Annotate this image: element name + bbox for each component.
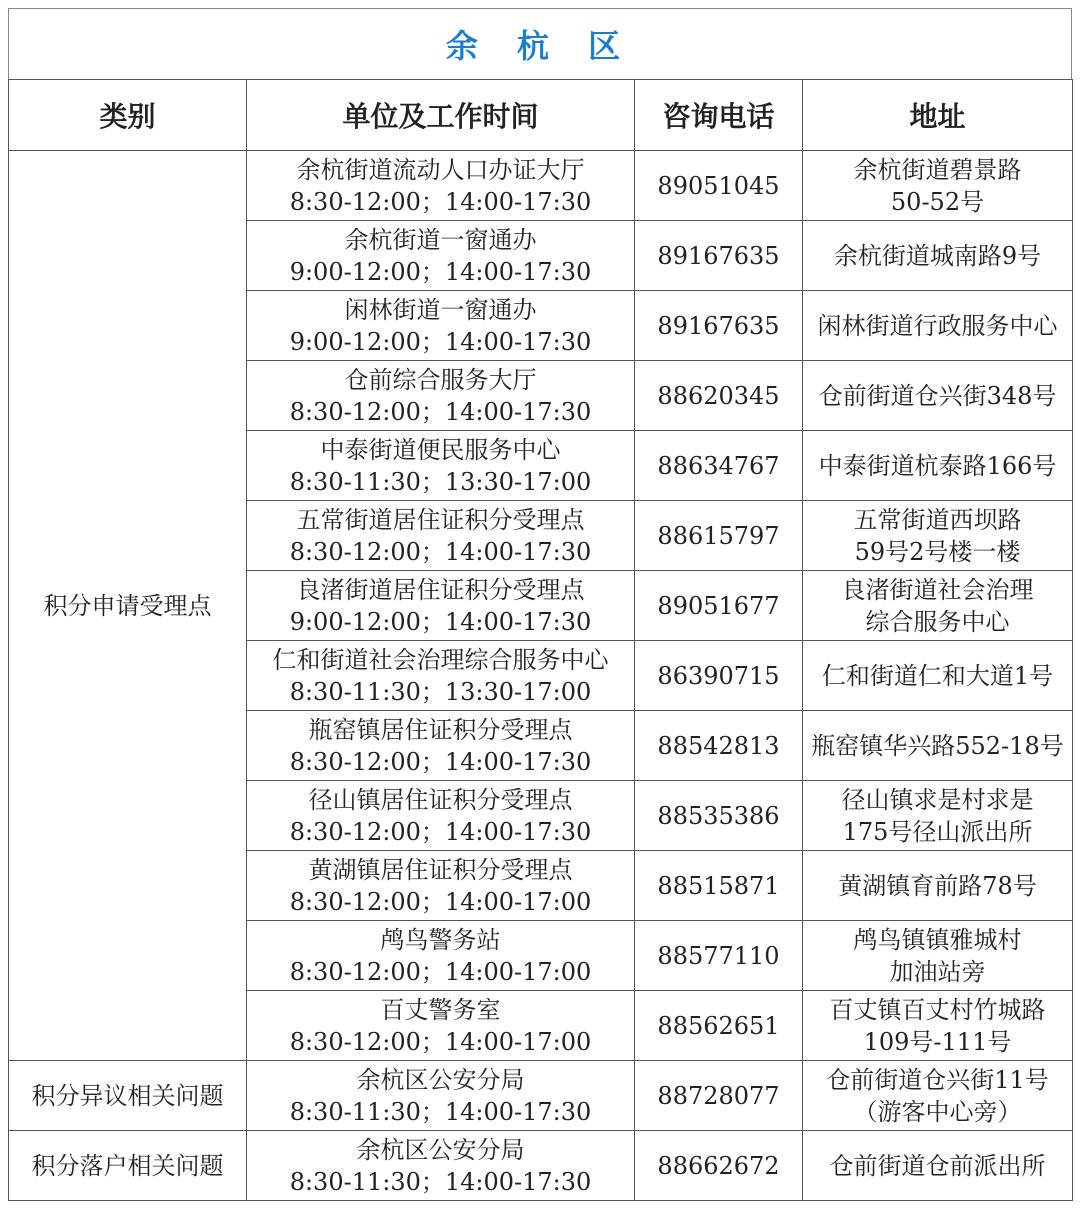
unit-name: 百丈警务室 (380, 995, 501, 1024)
table-row (9, 1061, 1073, 1131)
address-line-1: 仓前街道仓兴街11号 (826, 1065, 1049, 1094)
unit-name: 五常街道居住证积分受理点 (296, 505, 585, 534)
unit-cell (247, 711, 635, 781)
service-points-table (8, 79, 1073, 1201)
address-line-1: 仁和街道仁和大道1号 (821, 661, 1054, 690)
phone-cell: 89167635 (635, 221, 803, 291)
address-line-2: 加油站旁 (889, 957, 986, 986)
unit-name: 仓前综合服务大厅 (344, 365, 537, 394)
phone-cell: 88577110 (635, 921, 803, 991)
unit-name: 径山镇居住证积分受理点 (308, 785, 573, 814)
address-line-1: 仓前街道仓前派出所 (829, 1151, 1046, 1180)
district-title: 余 杭 区 (445, 27, 635, 65)
header-phone: 咨询电话 (635, 80, 803, 151)
address-cell (803, 851, 1073, 921)
working-hours: 8:30-11:30；13:30-17:00 (289, 677, 592, 706)
address-cell (803, 921, 1073, 991)
address-cell (803, 571, 1073, 641)
phone-cell: 88562651 (635, 991, 803, 1061)
category-cell: 积分异议相关问题 (9, 1061, 247, 1131)
unit-name: 余杭区公安分局 (356, 1135, 525, 1164)
phone-cell: 88615797 (635, 501, 803, 571)
address-line-1: 中泰街道杭泰路166号 (818, 451, 1057, 480)
phone-cell: 88662672 (635, 1131, 803, 1201)
working-hours: 8:30-11:30；14:00-17:30 (289, 1097, 592, 1126)
working-hours: 8:30-12:00；14:00-17:30 (289, 537, 592, 566)
table-row (9, 1131, 1073, 1201)
phone-cell: 88728077 (635, 1061, 803, 1131)
working-hours: 9:00-12:00；14:00-17:30 (289, 257, 592, 286)
unit-cell (247, 991, 635, 1061)
address-line-1: 径山镇求是村求是 (841, 785, 1034, 814)
working-hours: 9:00-12:00；14:00-17:30 (289, 327, 592, 356)
address-cell (803, 1061, 1073, 1131)
address-line-1: 良渚街道社会治理 (841, 575, 1034, 604)
unit-name: 黄湖镇居住证积分受理点 (308, 855, 573, 884)
table-row (9, 151, 1073, 221)
unit-name: 仁和街道社会治理综合服务中心 (272, 645, 609, 674)
address-cell (803, 221, 1073, 291)
unit-name: 闲林街道一窗通办 (344, 295, 537, 324)
working-hours: 8:30-12:00；14:00-17:00 (289, 957, 592, 986)
address-cell (803, 501, 1073, 571)
address-line-2: 59号2号楼一楼 (854, 537, 1021, 566)
address-cell (803, 781, 1073, 851)
unit-cell (247, 221, 635, 291)
address-line-1: 黄湖镇育前路78号 (838, 871, 1037, 900)
phone-cell: 88535386 (635, 781, 803, 851)
address-line-1: 余杭街道碧景路 (853, 155, 1022, 184)
title-row (8, 8, 1072, 79)
district-table-sheet (8, 8, 1072, 1201)
unit-cell (247, 1061, 635, 1131)
address-cell (803, 291, 1073, 361)
address-line-1: 仓前街道仓兴街348号 (818, 381, 1057, 410)
address-cell (803, 431, 1073, 501)
unit-name: 瓶窑镇居住证积分受理点 (308, 715, 573, 744)
header-category: 类别 (9, 80, 247, 151)
address-line-1: 闲林街道行政服务中心 (817, 311, 1058, 340)
phone-cell: 86390715 (635, 641, 803, 711)
unit-cell (247, 1131, 635, 1201)
working-hours: 8:30-12:00；14:00-17:00 (289, 1027, 592, 1056)
working-hours: 9:00-12:00；14:00-17:30 (289, 607, 592, 636)
address-line-1: 百丈镇百丈村竹城路 (829, 995, 1046, 1024)
category-cell: 积分落户相关问题 (9, 1131, 247, 1201)
address-line-1: 五常街道西坝路 (853, 505, 1022, 534)
address-line-2: 109号-111号 (863, 1027, 1012, 1056)
unit-cell (247, 571, 635, 641)
phone-cell: 89051045 (635, 151, 803, 221)
category-cell: 积分申请受理点 (9, 151, 247, 1061)
phone-cell: 88634767 (635, 431, 803, 501)
working-hours: 8:30-12:00；14:00-17:00 (289, 887, 592, 916)
working-hours: 8:30-11:30；13:30-17:00 (289, 467, 592, 496)
table-body (9, 151, 1073, 1201)
unit-cell (247, 291, 635, 361)
unit-cell (247, 921, 635, 991)
unit-cell (247, 781, 635, 851)
unit-name: 余杭街道一窗通办 (344, 225, 537, 254)
phone-cell: 89167635 (635, 291, 803, 361)
unit-name: 中泰街道便民服务中心 (320, 435, 561, 464)
unit-name: 余杭区公安分局 (356, 1065, 525, 1094)
unit-cell (247, 361, 635, 431)
address-cell (803, 991, 1073, 1061)
address-line-2: 综合服务中心 (865, 607, 1010, 636)
phone-cell: 88620345 (635, 361, 803, 431)
address-line-1: 余杭街道城南路9号 (833, 241, 1042, 270)
unit-cell (247, 851, 635, 921)
header-unit: 单位及工作时间 (247, 80, 635, 151)
address-cell (803, 641, 1073, 711)
address-cell (803, 361, 1073, 431)
address-cell (803, 711, 1073, 781)
phone-cell: 88542813 (635, 711, 803, 781)
address-cell (803, 151, 1073, 221)
phone-cell: 89051677 (635, 571, 803, 641)
address-line-1: 鸬鸟镇镇雅城村 (853, 925, 1022, 954)
unit-name: 良渚街道居住证积分受理点 (296, 575, 585, 604)
working-hours: 8:30-11:30；14:00-17:30 (289, 1167, 592, 1196)
address-cell (803, 1131, 1073, 1201)
address-line-2: 50-52号 (890, 187, 985, 216)
working-hours: 8:30-12:00；14:00-17:30 (289, 397, 592, 426)
unit-cell (247, 641, 635, 711)
unit-cell (247, 431, 635, 501)
header-row (9, 80, 1073, 151)
address-line-1: 瓶窑镇华兴路552-18号 (811, 731, 1064, 760)
working-hours: 8:30-12:00；14:00-17:30 (289, 747, 592, 776)
working-hours: 8:30-12:00；14:00-17:30 (289, 187, 592, 216)
address-line-2: 175号径山派出所 (842, 817, 1033, 846)
unit-name: 余杭街道流动人口办证大厅 (296, 155, 585, 184)
phone-cell: 88515871 (635, 851, 803, 921)
header-address: 地址 (803, 80, 1073, 151)
address-line-2: （游客中心旁） (853, 1097, 1022, 1126)
unit-cell (247, 501, 635, 571)
unit-name: 鸬鸟警务站 (380, 925, 501, 954)
unit-cell (247, 151, 635, 221)
working-hours: 8:30-12:00；14:00-17:30 (289, 817, 592, 846)
